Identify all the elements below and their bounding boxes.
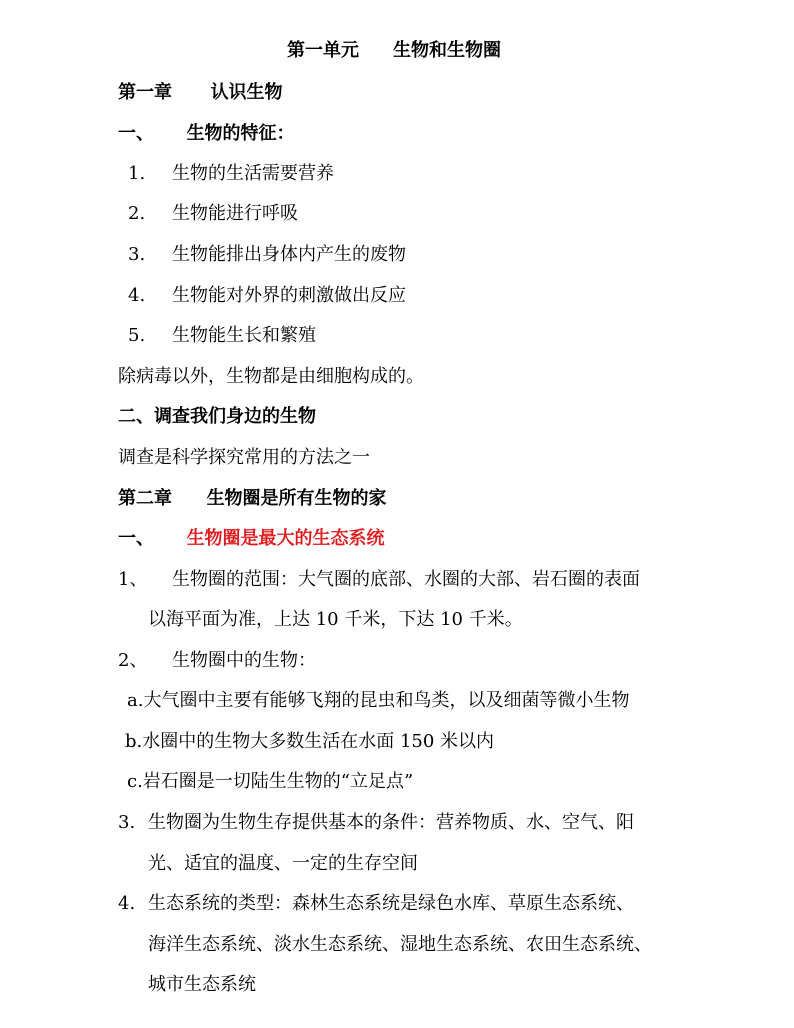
item-4: 4. 生态系统的类型：森林生态系统是绿色水库、草原生态系统、 — [118, 893, 634, 914]
chapter-1-title: 认识生物 — [210, 82, 283, 103]
chapter-2-number: 第二章 — [118, 488, 172, 509]
chapter-2-title: 生物圈是所有生物的家 — [206, 488, 387, 509]
item-3-continuation: 光、适宜的温度、一定的生存空间 — [148, 853, 418, 874]
item-1: 1、 生物圈的范围：大气圈的底部、水圈的大部、岩石圈的表面 — [118, 569, 640, 590]
unit-name: 生物和生物圈 — [393, 40, 501, 61]
chapter-1-number: 第一章 — [118, 82, 172, 103]
feature-item: 1. 生物的生活需要营养 — [128, 163, 334, 184]
sub-item: b.水圈中的生物大多数生活在水面 150 米以内 — [125, 731, 495, 752]
section-1-heading — [118, 123, 295, 145]
section-2-heading: 二、调查我们身边的生物 — [118, 406, 316, 427]
chapter-2-heading — [118, 488, 387, 510]
feature-item: 5. 生物能生长和繁殖 — [128, 325, 316, 346]
cell-note: 除病毒以外，生物都是由细胞构成的。 — [118, 366, 424, 387]
feature-item: 2. 生物能进行呼吸 — [128, 203, 298, 224]
feature-item: 3. 生物能排出身体内产生的废物 — [128, 244, 406, 265]
chapter-2-section-1-title: 生物圈是最大的生态系统 — [186, 528, 385, 549]
item-1-continuation: 以海平面为准，上达 10 千米，下达 10 千米。 — [148, 609, 523, 630]
section-1-number: 一、 — [118, 123, 154, 144]
item-4-continuation: 海洋生态系统、淡水生态系统、湿地生态系统、农田生态系统、 — [148, 934, 652, 955]
feature-item: 4. 生物能对外界的刺激做出反应 — [128, 285, 406, 306]
survey-note: 调查是科学探究常用的方法之一 — [118, 447, 370, 468]
unit-title — [287, 40, 501, 62]
chapter-2-section-1-number: 一、 — [118, 528, 154, 549]
sub-item: a.大气圈中主要有能够飞翔的昆虫和鸟类，以及细菌等微小生物 — [127, 690, 630, 711]
item-3: 3. 生物圈为生物生存提供基本的条件：营养物质、水、空气、阳 — [118, 812, 634, 833]
unit-number: 第一单元 — [287, 40, 359, 61]
chapter-1-heading — [118, 82, 283, 104]
chapter-2-section-1-heading — [118, 528, 385, 550]
section-1-title: 生物的特征： — [186, 123, 295, 144]
sub-item: c.岩石圈是一切陆生生物的“立足点” — [127, 771, 414, 792]
item-4-continuation: 城市生态系统 — [148, 974, 256, 995]
item-2: 2、 生物圈中的生物： — [118, 650, 316, 671]
